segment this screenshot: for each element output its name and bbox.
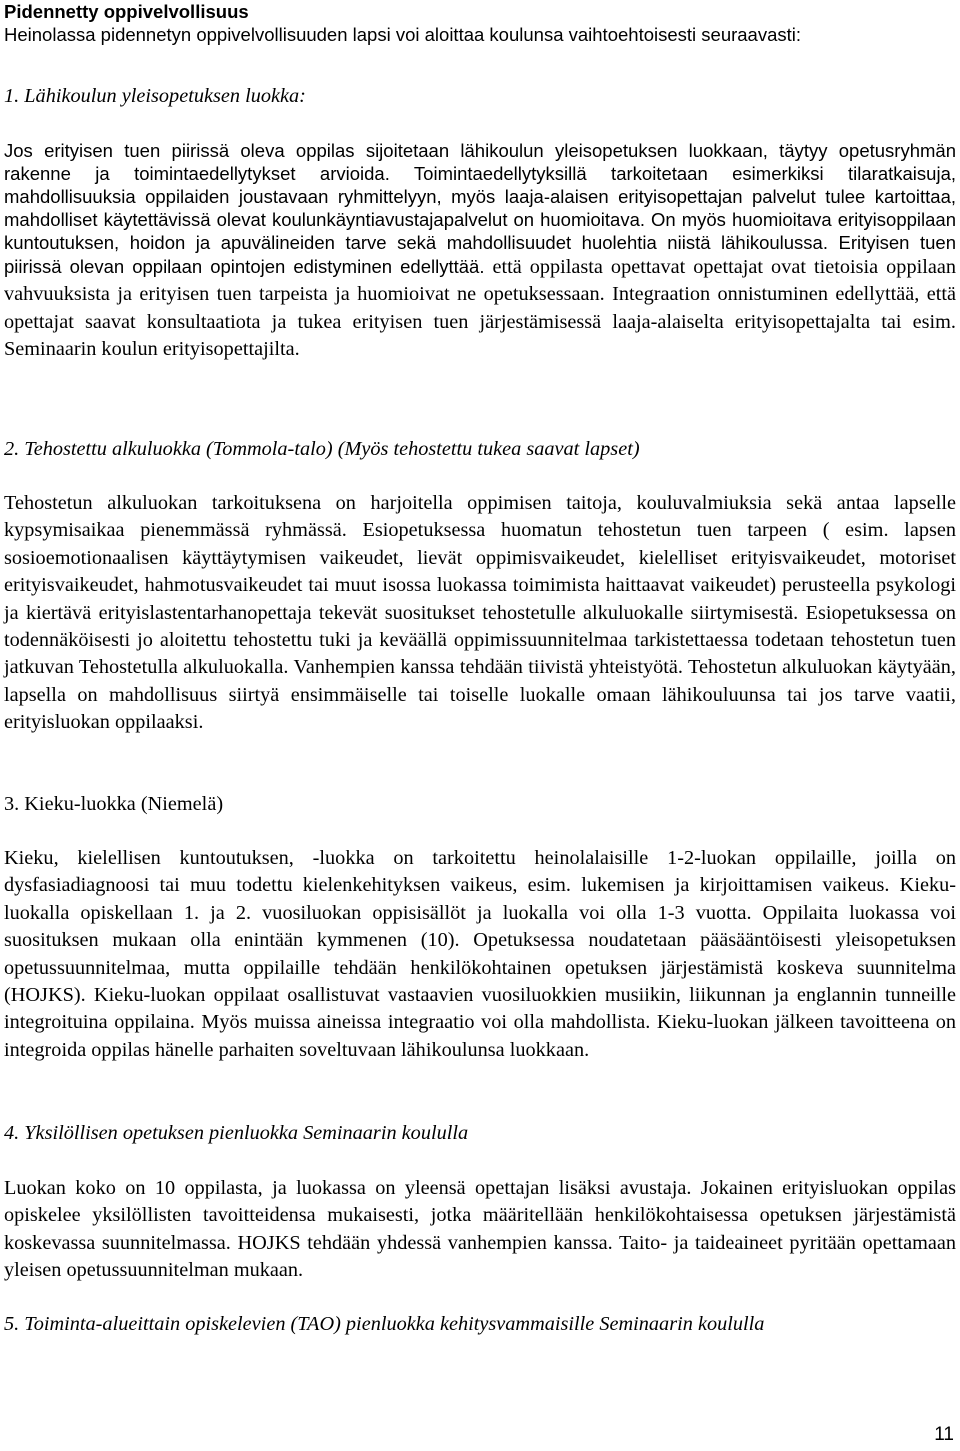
section-4-paragraph: Luokan koko on 10 oppilasta, ja luokassa on yleensä opettajan lisäksi avustaja. Jokainen erityisluokan oppilas opiskelee yksilöllisten tavoitteidensa mukaisesti, jotka määritellään henkilökohtaisessa opetuksen järjestämistä koskevassa suunnitelmassa. HOJKS tehdään yhdessä vanhempien kanssa. Taito- ja taideaineet pyritään opettamaan yleisen opetussuunnitelman mukaan.: [4, 1177, 956, 1282]
section-5-heading: 5. Toiminta-alueittain opiskelevien (TAO) pienluokka kehitysvammaisille Seminaarin koululla: [4, 1313, 765, 1335]
intro-text: Heinolassa pidennetyn oppivelvollisuuden lapsi voi aloittaa koulunsa vaihtoehtoisesti seuraavasti:: [4, 24, 802, 45]
section-4-heading: 4. Yksilöllisen opetuksen pienluokka Seminaarin koululla: [4, 1122, 469, 1144]
section-3-heading: 3. Kieku-luokka (Niemelä): [4, 793, 224, 815]
document-title: Pidennetty oppivelvollisuus: [4, 1, 249, 22]
section-1-paragraph: [4, 139, 956, 364]
page-number: 11: [934, 1424, 954, 1445]
section-1-paragraph-tail: että oppilasta opettavat opettajat ovat tietoisia oppilaan vahvuuksista ja erityisen tuen tarpeista ja huomioivat ne opetuksessaan. Integraation onnistuminen edellyttää, että opettajat saavat konsultaatiota ja tukea erityisen tuen järjestämisessä laaja-alaiselta erityisopettajalta tai esim. Seminaarin koulun erityisopettajilta.: [4, 256, 956, 361]
section-2-paragraph: Tehostetun alkuluokan tarkoituksena on harjoitella oppimisen taitoja, kouluvalmiuksia sekä antaa lapselle kypsymisaikaa pienemmässä ryhmässä. Esiopetuksessa huomatun tehostetun tuen tarpeen ( esim. lapsen sosioemotionaalisen käyttäytymisen vaikeudet, lievät oppimisvaikeudet, kielelliset erityisvaikeudet, motoriset erityisvaikeudet, hahmotusvaikeudet tai muut isossa luokassa toimimista haittaavat vaikeudet) perusteella psykologi ja kiertävä erityislastentarhanopettaja tekevät suositukset tehostetulle alkuluokalle siirtymisestä. Esiopetuksessa on todennäköisesti jo aloitettu tehostettu tuki ja keväällä oppimissuunnitelmaa tarkistettaessa todetaan tehostetun tuen jatkuvan Tehostetulla alkuluokalla. Vanhempien kanssa tehdään tiivistä yhteistyötä. Tehostetun alkuluokan käytyään, lapsella on mahdollisuus siirtyä ensimmäiselle tai toiselle luokalle omaan lähikouluunsa tai jos tarve vaatii, erityisluokan oppilaaksi.: [4, 492, 956, 734]
section-3-paragraph: Kieku, kielellisen kuntoutuksen, -luokka on tarkoitettu heinolalaisille 1-2-luokan oppilaille, joilla on dysfasiadiagnoosi tai muu todettu kielenkehityksen vaikeus, esim. lukemisen ja kirjoittamisen vaikeus. Kieku-luokalla opiskellaan 1. ja 2. vuosiluokan oppisisällöt ja luokalla voi olla 1-3 vuotta. Oppilaita luokassa voi suosituksen mukaan olla enintään kymmenen (10). Opetuksessa noudatetaan pääsääntöisesti yleisopetuksen opetussuunnitelmaa, mutta oppilaille tehdään henkilökohtainen opetuksen järjestämistä koskeva suunnitelma (HOJKS). Kieku-luokan oppilaat osallistuvat vastaavien vuosiluokkien musiikin, liikunnan ja englannin tunneille integroituina oppilaina. Myös muissa aineissa integraatio voi olla mahdollista. Kieku-luokan jälkeen tavoitteena on integroida oppilas hänelle parhaiten soveltuvaan lähikoulunsa luokkaan.: [4, 847, 956, 1061]
section-1-paragraph-lead: Jos erityisen tuen piirissä oleva oppilas sijoitetaan lähikoulun yleisopetuksen luokkaan, täytyy opetusryhmän rakenne ja toimintaedellytykset arvioida. Toimintaedellytyksillä tarkoitetaan esimerkiksi tilaratkaisuja, mahdollisuuksia oppilaiden joustavaan ryhmittelyyn, myös laaja-alaisen erityisopettajan palvelut tulee kartoittaa, mahdolliset käytettävissä olevat koulunkäyntiavustajapalvelut on huomioitava. On myös huomioitava erityisoppilaan kuntoutuksen, hoidon ja apuvälineiden tarve sekä mahdollisuudet huolehtia niistä lähikoulussa. Erityisen tuen piirissä olevan oppilaan opintojen edistyminen edellyttää.: [4, 140, 956, 277]
section-1-heading: 1. Lähikoulun yleisopetuksen luokka:: [4, 85, 306, 107]
section-2-heading: 2. Tehostettu alkuluokka (Tommola-talo) (Myös tehostettu tukea saavat lapset): [4, 438, 640, 460]
